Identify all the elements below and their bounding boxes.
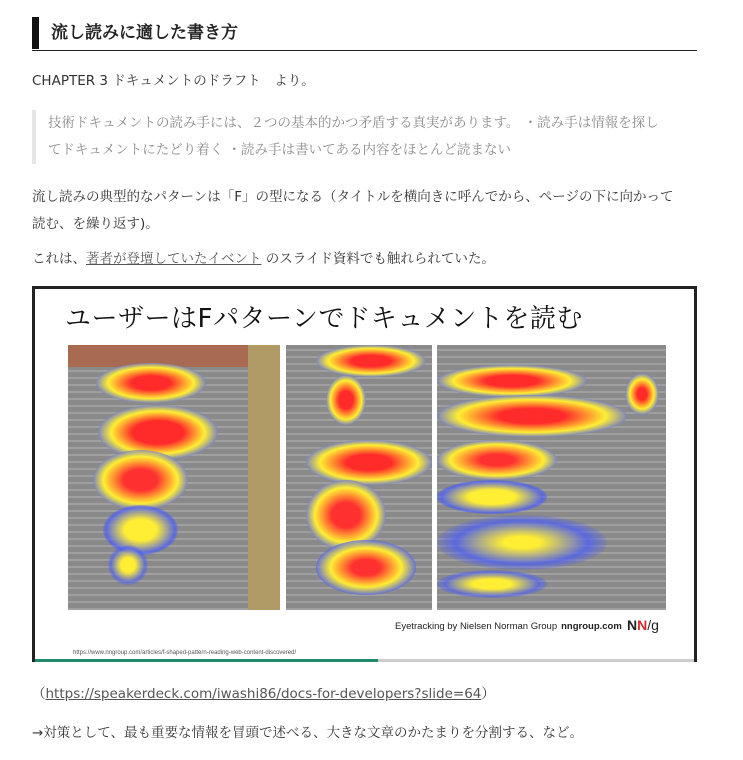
embedded-slide[interactable] <box>32 286 697 662</box>
event-suffix: のスライド資料でも触れられていた。 <box>261 251 495 267</box>
slide-caption <box>395 621 622 632</box>
source-close: ） <box>481 686 495 702</box>
pattern-line-1: 流し読みの典型的なパターンは「F」の型になる（タイトルを横向きに呼んでから、ページの下に向かって <box>32 189 674 205</box>
source-paragraph <box>32 681 697 708</box>
section-heading <box>32 14 697 51</box>
source-open: （ <box>32 686 46 702</box>
heatmap-image-3 <box>437 345 666 610</box>
quote-line-2: てドキュメントにたどり着く ・読み手は書いてある内容をほとんど読まない <box>48 142 512 158</box>
heatmap-image-1 <box>68 345 280 610</box>
heading-accent-bar <box>32 17 39 49</box>
source-link[interactable]: https://speakerdeck.com/iwashi86/docs-for-developers?slide=64 <box>45 686 482 702</box>
slide-title: ユーザーはFパターンでドキュメントを読む <box>65 304 583 334</box>
intro-paragraph: CHAPTER 3 ドキュメントのドラフト より。 <box>32 73 315 89</box>
slide-site: nngroup.com <box>561 621 622 632</box>
event-paragraph <box>32 246 697 273</box>
section-heading-text: 流し読みに適した書き方 <box>51 23 238 43</box>
slide-progress-fill <box>35 659 378 662</box>
quote-line-1: 技術ドキュメントの読み手には、２つの基本的かつ矛盾する真実があります。 ・読み手は情報を探し <box>48 115 659 131</box>
blockquote <box>32 110 698 164</box>
measure-paragraph: →対策として、最も重要な情報を冒頭で述べる、大きな文章のかたまりを分割する、など。 <box>32 725 584 741</box>
nng-logo-icon: NN/g <box>627 617 659 633</box>
slide-progress-bar[interactable] <box>35 659 694 662</box>
pattern-line-2: 読む、を繰り返す)。 <box>32 216 159 232</box>
event-prefix: これは、 <box>32 251 86 267</box>
slide-caption-text: Eyetracking by Nielsen Norman Group <box>395 621 558 632</box>
event-link[interactable]: 著者が登壇していたイベント <box>86 251 262 267</box>
pattern-paragraph <box>32 184 697 238</box>
slide-url: https://www.nngroup.com/articles/f-shaped-pattern-reading-web-content-discovered/ <box>73 650 297 656</box>
heatmap-image-2 <box>286 345 432 610</box>
